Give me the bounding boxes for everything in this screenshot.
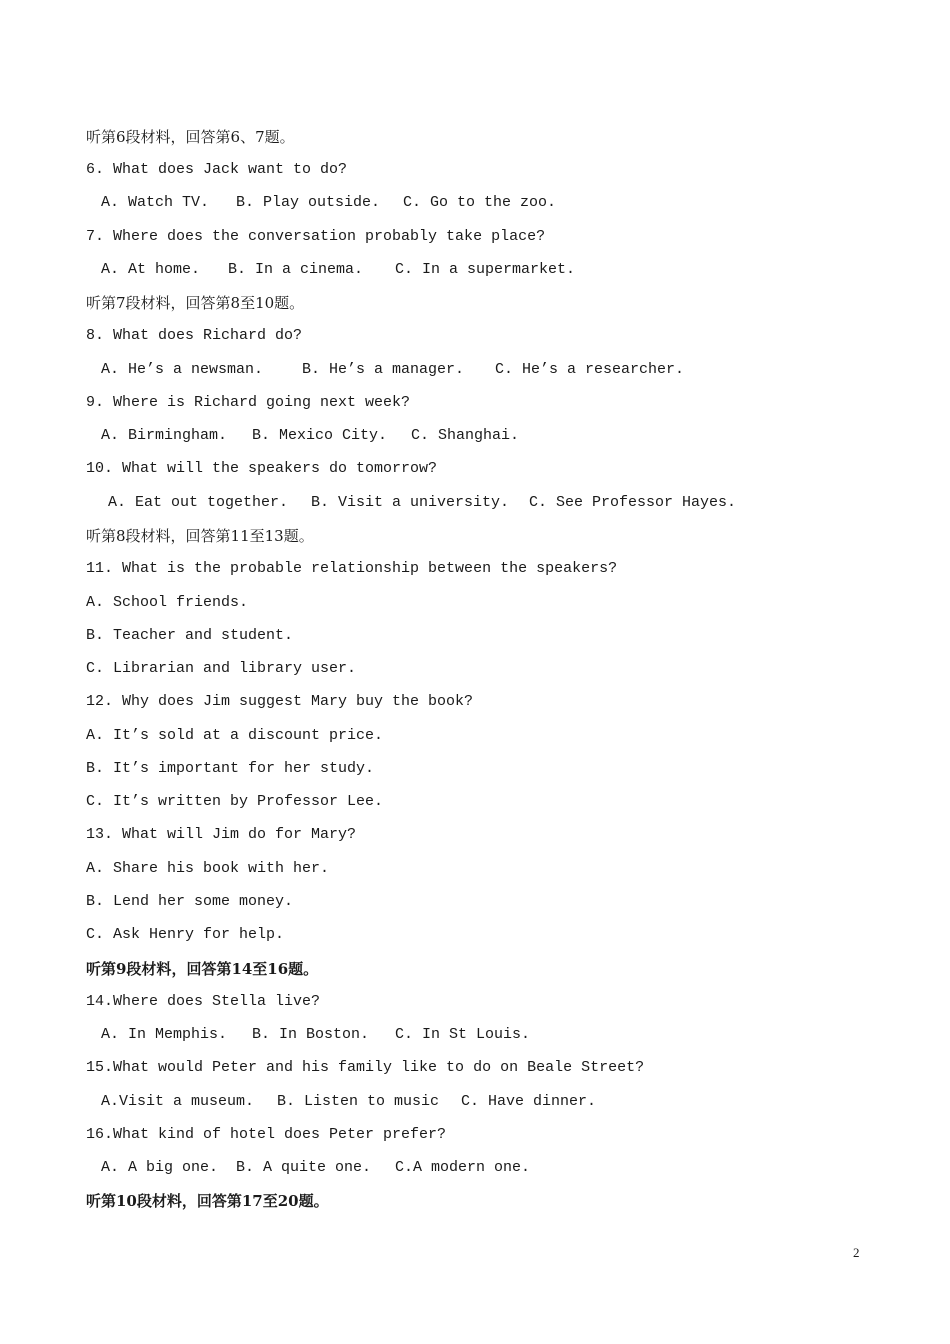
section-heading-9: 听第9段材料，回答第14至16题。 (86, 960, 319, 978)
question-8: 8. What does Richard do? (86, 327, 303, 344)
options-row-8 (101, 358, 801, 382)
option-6a: A. Watch TV. (101, 194, 210, 211)
option-9c: C. Shanghai. (411, 427, 520, 444)
question-11: 11. What is the probable relationship between the speakers? (86, 560, 618, 577)
option-9a: A. Birmingham. (101, 427, 228, 444)
option-15b: B. Listen to music (277, 1093, 440, 1110)
section-heading-7: 听第7段材料，回答第8至10题。 (86, 294, 305, 312)
option-16a: A. A big one. (101, 1159, 219, 1176)
option-14c: C. In St Louis. (395, 1026, 531, 1043)
options-row-7 (101, 258, 801, 282)
option-8a: A. He’s a newsman. (101, 361, 264, 378)
question-7: 7. Where does the conversation probably take place? (86, 228, 546, 245)
option-6c: C. Go to the zoo. (403, 194, 557, 211)
question-15: 15.What would Peter and his family like to do on Beale Street? (86, 1059, 645, 1076)
option-11b: B. Teacher and student. (86, 627, 294, 644)
question-6: 6. What does Jack want to do? (86, 161, 348, 178)
question-10: 10. What will the speakers do tomorrow? (86, 460, 438, 477)
question-16: 16.What kind of hotel does Peter prefer? (86, 1126, 447, 1143)
section-heading-6: 听第6段材料，回答第6、7题。 (86, 128, 295, 146)
options-row-10 (108, 491, 808, 515)
options-row-16 (101, 1156, 801, 1180)
option-7a: A. At home. (101, 261, 201, 278)
option-13c: C. Ask Henry for help. (86, 926, 285, 943)
option-9b: B. Mexico City. (252, 427, 388, 444)
options-row-6 (101, 191, 801, 215)
option-12b: B. It’s important for her study. (86, 760, 375, 777)
option-13b: B. Lend her some money. (86, 893, 294, 910)
options-row-15 (101, 1090, 801, 1114)
page-number: 2 (853, 1245, 860, 1260)
option-15c: C. Have dinner. (461, 1093, 597, 1110)
option-7c: C. In a supermarket. (395, 261, 576, 278)
option-10a: A. Eat out together. (108, 494, 289, 511)
question-14: 14.Where does Stella live? (86, 993, 321, 1010)
option-6b: B. Play outside. (236, 194, 381, 211)
section-heading-8: 听第8段材料，回答第11至13题。 (86, 527, 314, 545)
question-12: 12. Why does Jim suggest Mary buy the book? (86, 693, 474, 710)
option-7b: B. In a cinema. (228, 261, 364, 278)
option-8c: C. He’s a researcher. (495, 361, 685, 378)
question-13: 13. What will Jim do for Mary? (86, 826, 357, 843)
option-15a: A.Visit a museum. (101, 1093, 255, 1110)
option-16b: B. A quite one. (236, 1159, 372, 1176)
options-row-9 (101, 424, 801, 448)
option-8b: B. He’s a manager. (302, 361, 465, 378)
option-13a: A. Share his book with her. (86, 860, 330, 877)
section-heading-10: 听第10段材料，回答第17至20题。 (86, 1192, 329, 1210)
option-11c: C. Librarian and library user. (86, 660, 357, 677)
question-9: 9. Where is Richard going next week? (86, 394, 411, 411)
option-14b: B. In Boston. (252, 1026, 370, 1043)
options-row-14 (101, 1023, 801, 1047)
option-10c: C. See Professor Hayes. (529, 494, 737, 511)
option-12c: C. It’s written by Professor Lee. (86, 793, 384, 810)
option-11a: A. School friends. (86, 594, 249, 611)
option-10b: B. Visit a university. (311, 494, 510, 511)
option-16c: C.A modern one. (395, 1159, 531, 1176)
option-12a: A. It’s sold at a discount price. (86, 727, 384, 744)
option-14a: A. In Memphis. (101, 1026, 228, 1043)
